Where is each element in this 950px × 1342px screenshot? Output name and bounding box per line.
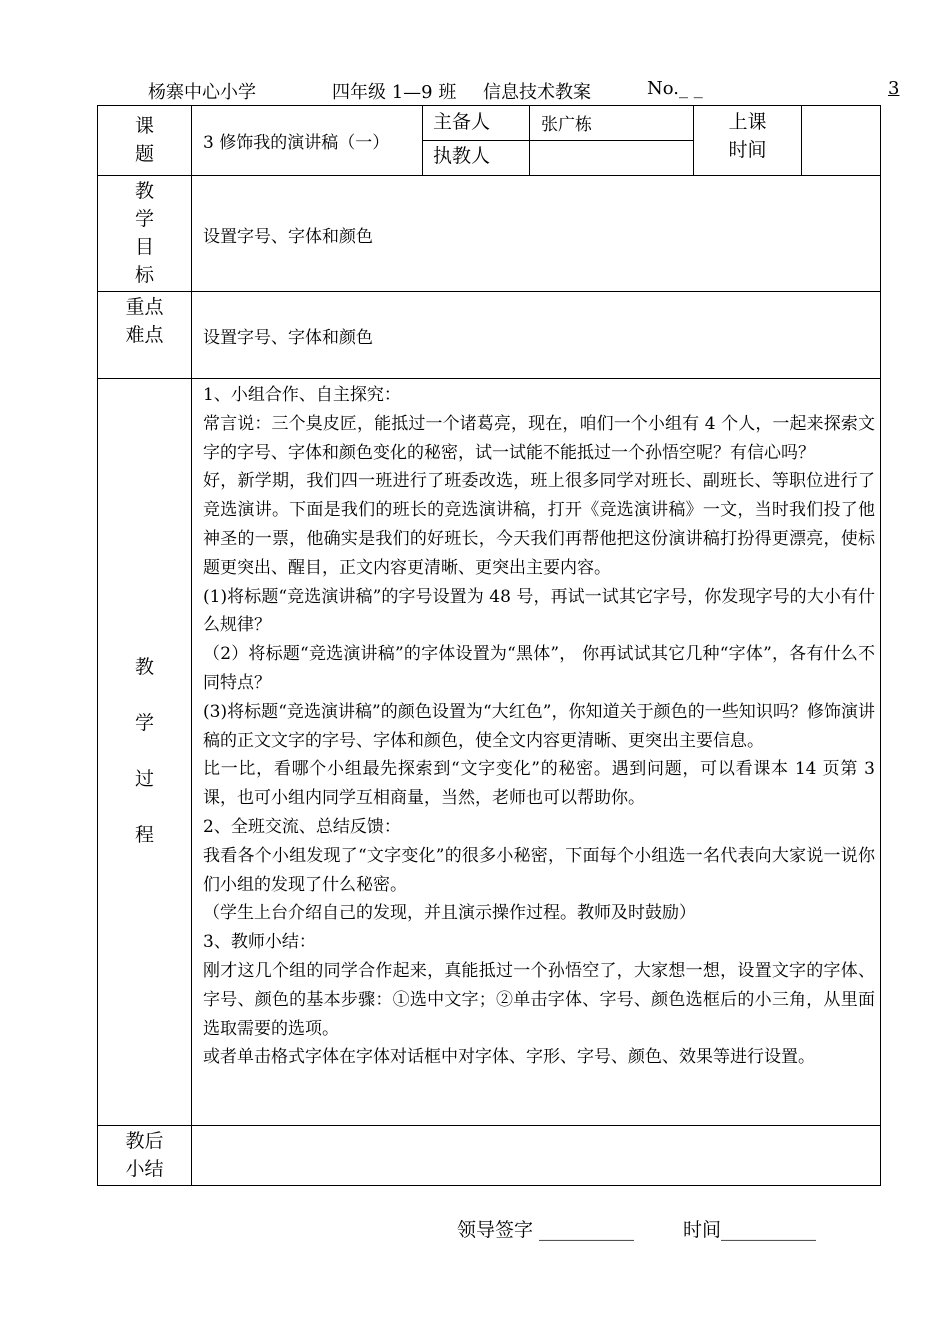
- process-paragraph: (1)将标题“竞选演讲稿”的字号设置为 48 号，再试一试其它字号，你发现字号的大小有什么规律？: [203, 586, 875, 636]
- row-divider: [422, 140, 694, 141]
- process-paragraph: 好，新学期，我们四一班进行了班委改选，班上很多同学对班长、副班长、等职位进行了竞选演讲。下面是我们的班长的竞选演讲稿，打开《竞选演讲稿》一文，当时我们投了他神圣的一票，他确实是我们的好班长，今天我们再帮他把这份演讲稿打扮得更漂亮，使标题更突出、醒目，正文内容更清晰、更突出主要内容。: [203, 471, 875, 578]
- row-divider: [97, 291, 881, 292]
- table-border-right: [880, 105, 881, 1186]
- process-paragraph: 或者单击格式字体在字体对话框中对字体、字形、字号、颜色、效果等进行设置。: [203, 1047, 815, 1068]
- doc-number: No._ _: [647, 78, 703, 99]
- page-number: 3: [888, 78, 900, 99]
- key-points-label: 重点 难点: [125, 296, 164, 346]
- column-divider: [191, 105, 192, 1186]
- topic-label: 课 题: [134, 115, 154, 165]
- teacher-label: 执教人: [433, 145, 491, 167]
- process-paragraph: 刚才这几个组的同学合作起来，真能抵过一个孙悟空了，大家想一想，设置文字的字体、字号、颜色的基本步骤：①选中文字；②单击字体、字号、颜色选框后的小三角，从里面选取需要的选项。: [203, 960, 875, 1039]
- grade-class: 四年级 1—9 班: [332, 82, 457, 103]
- preparer-value: 张广栋: [541, 115, 592, 135]
- process-paragraph: 2、全班交流、总结反馈：: [203, 816, 401, 837]
- process-paragraph: （2）将标题“竞选演讲稿”的字体设置为“黑体”， 你再试试其它几种“字体”，各有什么不同特点？: [203, 644, 875, 693]
- process-paragraph: （学生上台介绍自己的发现，并且演示操作过程。教师及时鼓励）: [203, 903, 696, 924]
- table-border-top: [97, 105, 881, 106]
- column-divider: [801, 105, 802, 175]
- table-border-bottom: [97, 1185, 881, 1186]
- row-divider: [97, 1125, 881, 1126]
- process-paragraph: 3、教师小结：: [203, 932, 316, 953]
- doc-type: 信息技术教案: [483, 82, 591, 103]
- goal-value: 设置字号、字体和颜色: [203, 227, 373, 247]
- school-name: 杨寨中心小学: [148, 82, 256, 103]
- signature-time: 时间__________: [683, 1219, 817, 1241]
- topic-value: 3 修饰我的演讲稿（一）: [203, 133, 390, 153]
- process-paragraph: (3)将标题“竞选演讲稿”的颜色设置为“大红色”，你知道关于颜色的一些知识吗？修饰演讲稿的正文文字的字号、字体和颜色，使全文内容更清晰、更突出主要信息。: [203, 701, 875, 751]
- time-label: 上课 时间: [728, 111, 767, 161]
- process-paragraph: 常言说：三个臭皮匠，能抵过一个诸葛亮，现在，咱们一个小组有 4 个人，一起来探索文字的字号、字体和颜色变化的秘密，试一试能不能抵过一个孙悟空呢？有信心吗？: [203, 413, 875, 463]
- summary-label: 教后 小结: [125, 1130, 164, 1180]
- goal-label: 教 学 目 标: [134, 180, 154, 286]
- process-paragraph: 比一比，看哪个小组最先探索到“文字变化”的秘密。遇到问题，可以看课本 14 页第 3 课，也可小组内同学互相商量，当然，老师也可以帮助你。: [203, 759, 875, 809]
- process-label: 教 学 过 程: [134, 656, 154, 846]
- key-points-value: 设置字号、字体和颜色: [203, 328, 373, 348]
- process-content: [203, 381, 875, 1072]
- row-divider: [97, 378, 881, 379]
- process-paragraph: 我看各个小组发现了“文字变化”的很多小秘密，下面每个小组选一名代表向大家说一说你们小组的发现了什么秘密。: [203, 845, 875, 895]
- row-divider: [97, 175, 881, 176]
- process-paragraph: 1、小组合作、自主探究：: [203, 385, 401, 405]
- preparer-label: 主备人: [433, 111, 491, 133]
- leader-signature: 领导签字 __________: [457, 1219, 635, 1241]
